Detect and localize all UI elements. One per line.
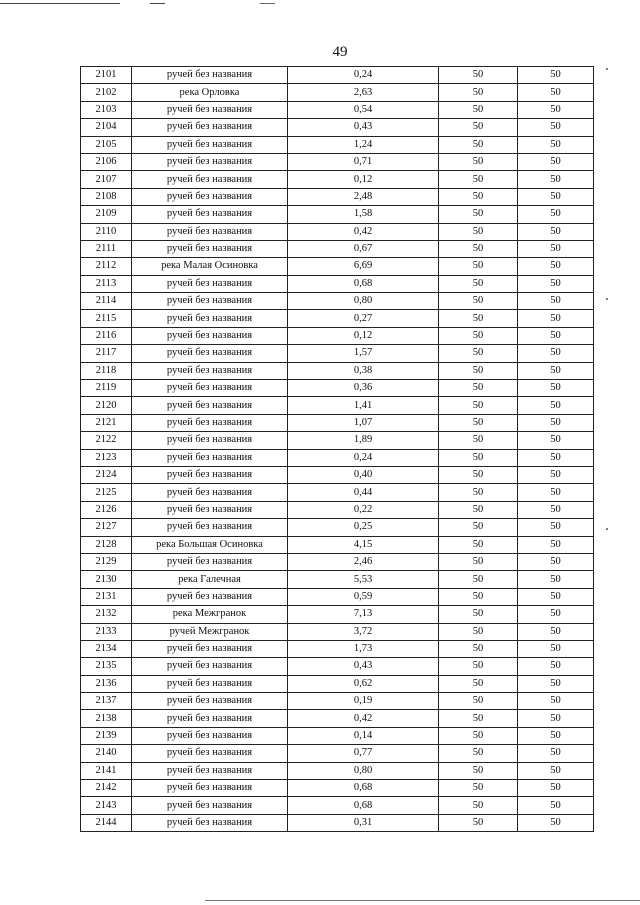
cell-number: 2112	[81, 258, 132, 275]
scan-artifact-dot	[606, 68, 608, 70]
cell-name: ручей без названия	[132, 710, 288, 727]
cell-value-b: 50	[518, 710, 594, 727]
cell-value-a: 50	[439, 553, 518, 570]
cell-number: 2109	[81, 206, 132, 223]
cell-length: 7,13	[288, 606, 439, 623]
cell-name: ручей без названия	[132, 119, 288, 136]
table-row	[81, 727, 594, 744]
cell-name: ручей без названия	[132, 310, 288, 327]
cell-length: 2,48	[288, 188, 439, 205]
scan-artifact-dot	[606, 298, 608, 300]
cell-number: 2117	[81, 345, 132, 362]
cell-number: 2116	[81, 327, 132, 344]
table-row	[81, 780, 594, 797]
cell-number: 2111	[81, 240, 132, 257]
cell-value-b: 50	[518, 345, 594, 362]
cell-number: 2101	[81, 67, 132, 84]
cell-name: ручей без названия	[132, 101, 288, 118]
cell-value-a: 50	[439, 780, 518, 797]
cell-value-b: 50	[518, 84, 594, 101]
table-row	[81, 571, 594, 588]
scan-artifact-bottom-line	[205, 900, 640, 901]
table-row	[81, 484, 594, 501]
cell-number: 2128	[81, 536, 132, 553]
cell-value-a: 50	[439, 571, 518, 588]
cell-value-a: 50	[439, 501, 518, 518]
cell-length: 0,42	[288, 710, 439, 727]
cell-value-a: 50	[439, 693, 518, 710]
cell-number: 2131	[81, 588, 132, 605]
cell-value-b: 50	[518, 275, 594, 292]
table-row	[81, 466, 594, 483]
cell-name: ручей без названия	[132, 345, 288, 362]
cell-number: 2144	[81, 814, 132, 831]
cell-value-b: 50	[518, 380, 594, 397]
cell-value-b: 50	[518, 206, 594, 223]
table-row	[81, 345, 594, 362]
cell-name: ручей без названия	[132, 745, 288, 762]
cell-value-b: 50	[518, 606, 594, 623]
cell-value-b: 50	[518, 293, 594, 310]
cell-value-a: 50	[439, 797, 518, 814]
cell-value-b: 50	[518, 640, 594, 657]
table-row	[81, 101, 594, 118]
cell-value-a: 50	[439, 206, 518, 223]
table-row	[81, 640, 594, 657]
cell-value-b: 50	[518, 136, 594, 153]
cell-length: 0,68	[288, 780, 439, 797]
cell-name: ручей Межгранок	[132, 623, 288, 640]
cell-number: 2143	[81, 797, 132, 814]
cell-value-a: 50	[439, 745, 518, 762]
cell-name: ручей без названия	[132, 519, 288, 536]
table-row	[81, 519, 594, 536]
cell-name: ручей без названия	[132, 780, 288, 797]
cell-name: ручей без названия	[132, 432, 288, 449]
cell-length: 0,59	[288, 588, 439, 605]
cell-value-a: 50	[439, 258, 518, 275]
cell-value-b: 50	[518, 484, 594, 501]
cell-value-b: 50	[518, 101, 594, 118]
cell-value-b: 50	[518, 432, 594, 449]
cell-length: 0,22	[288, 501, 439, 518]
cell-length: 0,36	[288, 380, 439, 397]
cell-length: 1,89	[288, 432, 439, 449]
cell-length: 0,42	[288, 223, 439, 240]
table-row	[81, 710, 594, 727]
cell-name: ручей без названия	[132, 67, 288, 84]
table-row	[81, 136, 594, 153]
table-row	[81, 606, 594, 623]
cell-value-a: 50	[439, 240, 518, 257]
cell-length: 0,67	[288, 240, 439, 257]
cell-value-b: 50	[518, 675, 594, 692]
cell-value-a: 50	[439, 640, 518, 657]
cell-value-a: 50	[439, 519, 518, 536]
cell-value-b: 50	[518, 449, 594, 466]
cell-value-a: 50	[439, 188, 518, 205]
watercourse-table	[80, 66, 594, 832]
table-body	[81, 67, 594, 832]
cell-value-a: 50	[439, 293, 518, 310]
cell-length: 0,43	[288, 119, 439, 136]
cell-number: 2127	[81, 519, 132, 536]
table-row	[81, 658, 594, 675]
cell-number: 2103	[81, 101, 132, 118]
cell-value-a: 50	[439, 449, 518, 466]
cell-value-b: 50	[518, 727, 594, 744]
cell-value-b: 50	[518, 258, 594, 275]
cell-length: 1,41	[288, 397, 439, 414]
cell-name: река Малая Осиновка	[132, 258, 288, 275]
cell-length: 0,31	[288, 814, 439, 831]
cell-number: 2141	[81, 762, 132, 779]
table-row	[81, 553, 594, 570]
table-row	[81, 814, 594, 831]
table-row	[81, 362, 594, 379]
cell-name: ручей без названия	[132, 640, 288, 657]
table-row	[81, 310, 594, 327]
table-row	[81, 293, 594, 310]
cell-name: ручей без названия	[132, 693, 288, 710]
cell-name: ручей без названия	[132, 675, 288, 692]
table-row	[81, 258, 594, 275]
cell-value-b: 50	[518, 658, 594, 675]
cell-length: 0,80	[288, 762, 439, 779]
cell-value-a: 50	[439, 119, 518, 136]
cell-number: 2123	[81, 449, 132, 466]
cell-number: 2124	[81, 466, 132, 483]
cell-length: 1,73	[288, 640, 439, 657]
cell-name: ручей без названия	[132, 484, 288, 501]
cell-number: 2138	[81, 710, 132, 727]
cell-name: ручей без названия	[132, 293, 288, 310]
cell-length: 0,68	[288, 797, 439, 814]
cell-name: ручей без названия	[132, 588, 288, 605]
cell-value-b: 50	[518, 240, 594, 257]
cell-value-a: 50	[439, 84, 518, 101]
cell-length: 1,57	[288, 345, 439, 362]
cell-number: 2142	[81, 780, 132, 797]
cell-value-a: 50	[439, 397, 518, 414]
cell-length: 0,40	[288, 466, 439, 483]
cell-value-b: 50	[518, 553, 594, 570]
table-row	[81, 588, 594, 605]
cell-name: ручей без названия	[132, 449, 288, 466]
cell-value-b: 50	[518, 623, 594, 640]
cell-value-a: 50	[439, 310, 518, 327]
cell-number: 2129	[81, 553, 132, 570]
cell-value-b: 50	[518, 327, 594, 344]
cell-length: 2,46	[288, 553, 439, 570]
cell-number: 2108	[81, 188, 132, 205]
table-row	[81, 188, 594, 205]
cell-number: 2137	[81, 693, 132, 710]
cell-number: 2115	[81, 310, 132, 327]
cell-name: ручей без названия	[132, 658, 288, 675]
cell-name: ручей без названия	[132, 797, 288, 814]
cell-length: 0,54	[288, 101, 439, 118]
cell-length: 0,71	[288, 153, 439, 170]
table-row	[81, 449, 594, 466]
cell-value-b: 50	[518, 693, 594, 710]
cell-value-b: 50	[518, 188, 594, 205]
cell-value-b: 50	[518, 814, 594, 831]
cell-number: 2121	[81, 414, 132, 431]
cell-value-a: 50	[439, 588, 518, 605]
cell-value-a: 50	[439, 675, 518, 692]
cell-number: 2104	[81, 119, 132, 136]
table-row	[81, 536, 594, 553]
cell-value-a: 50	[439, 762, 518, 779]
cell-value-a: 50	[439, 223, 518, 240]
cell-length: 0,80	[288, 293, 439, 310]
cell-name: ручей без названия	[132, 240, 288, 257]
cell-value-a: 50	[439, 345, 518, 362]
cell-name: ручей без названия	[132, 727, 288, 744]
cell-number: 2114	[81, 293, 132, 310]
cell-name: ручей без названия	[132, 153, 288, 170]
cell-value-b: 50	[518, 588, 594, 605]
scan-artifact-top-line	[0, 3, 300, 4]
cell-value-b: 50	[518, 171, 594, 188]
table-row	[81, 762, 594, 779]
cell-length: 0,24	[288, 67, 439, 84]
cell-value-a: 50	[439, 327, 518, 344]
cell-value-b: 50	[518, 223, 594, 240]
cell-number: 2132	[81, 606, 132, 623]
cell-name: ручей без названия	[132, 136, 288, 153]
cell-name: ручей без названия	[132, 223, 288, 240]
cell-name: ручей без названия	[132, 466, 288, 483]
cell-name: ручей без названия	[132, 414, 288, 431]
cell-name: ручей без названия	[132, 397, 288, 414]
table-row	[81, 414, 594, 431]
cell-value-a: 50	[439, 380, 518, 397]
cell-value-a: 50	[439, 710, 518, 727]
cell-value-a: 50	[439, 623, 518, 640]
cell-value-a: 50	[439, 536, 518, 553]
cell-number: 2113	[81, 275, 132, 292]
cell-value-a: 50	[439, 171, 518, 188]
cell-value-a: 50	[439, 101, 518, 118]
cell-value-b: 50	[518, 119, 594, 136]
cell-value-a: 50	[439, 67, 518, 84]
cell-name: река Галечная	[132, 571, 288, 588]
cell-value-b: 50	[518, 536, 594, 553]
cell-name: река Орловка	[132, 84, 288, 101]
cell-length: 0,43	[288, 658, 439, 675]
cell-number: 2110	[81, 223, 132, 240]
cell-value-a: 50	[439, 606, 518, 623]
cell-length: 0,44	[288, 484, 439, 501]
cell-number: 2125	[81, 484, 132, 501]
table-row	[81, 171, 594, 188]
table-row	[81, 397, 594, 414]
cell-value-a: 50	[439, 153, 518, 170]
cell-value-a: 50	[439, 658, 518, 675]
cell-value-b: 50	[518, 67, 594, 84]
cell-name: ручей без названия	[132, 501, 288, 518]
cell-number: 2107	[81, 171, 132, 188]
table-row	[81, 432, 594, 449]
cell-value-a: 50	[439, 136, 518, 153]
table-row	[81, 745, 594, 762]
cell-name: ручей без названия	[132, 814, 288, 831]
table-row	[81, 153, 594, 170]
cell-value-b: 50	[518, 797, 594, 814]
cell-length: 0,19	[288, 693, 439, 710]
cell-name: ручей без названия	[132, 553, 288, 570]
cell-value-a: 50	[439, 484, 518, 501]
cell-length: 0,27	[288, 310, 439, 327]
cell-value-a: 50	[439, 414, 518, 431]
table-row	[81, 84, 594, 101]
cell-number: 2102	[81, 84, 132, 101]
cell-value-b: 50	[518, 466, 594, 483]
cell-number: 2133	[81, 623, 132, 640]
cell-length: 1,58	[288, 206, 439, 223]
table-row	[81, 380, 594, 397]
cell-value-b: 50	[518, 762, 594, 779]
cell-number: 2130	[81, 571, 132, 588]
cell-length: 0,12	[288, 327, 439, 344]
table-row	[81, 206, 594, 223]
table-row	[81, 240, 594, 257]
cell-value-a: 50	[439, 814, 518, 831]
cell-length: 0,25	[288, 519, 439, 536]
cell-name: ручей без названия	[132, 206, 288, 223]
cell-length: 1,07	[288, 414, 439, 431]
cell-value-a: 50	[439, 432, 518, 449]
table-row	[81, 327, 594, 344]
cell-number: 2106	[81, 153, 132, 170]
table-row	[81, 797, 594, 814]
cell-number: 2105	[81, 136, 132, 153]
cell-length: 0,68	[288, 275, 439, 292]
cell-name: ручей без названия	[132, 171, 288, 188]
table-row	[81, 675, 594, 692]
table-row	[81, 693, 594, 710]
cell-name: река Большая Осиновка	[132, 536, 288, 553]
cell-name: река Межгранок	[132, 606, 288, 623]
cell-value-b: 50	[518, 414, 594, 431]
page-number: 49	[332, 44, 348, 60]
cell-length: 0,38	[288, 362, 439, 379]
cell-length: 0,77	[288, 745, 439, 762]
cell-value-b: 50	[518, 310, 594, 327]
cell-length: 2,63	[288, 84, 439, 101]
cell-number: 2136	[81, 675, 132, 692]
table-row	[81, 223, 594, 240]
cell-value-b: 50	[518, 153, 594, 170]
cell-value-b: 50	[518, 397, 594, 414]
cell-name: ручей без названия	[132, 762, 288, 779]
cell-name: ручей без названия	[132, 188, 288, 205]
cell-length: 5,53	[288, 571, 439, 588]
table-row	[81, 119, 594, 136]
cell-value-b: 50	[518, 362, 594, 379]
cell-length: 4,15	[288, 536, 439, 553]
cell-length: 0,62	[288, 675, 439, 692]
scan-artifact-dot	[606, 528, 608, 530]
cell-number: 2139	[81, 727, 132, 744]
cell-length: 0,12	[288, 171, 439, 188]
cell-value-b: 50	[518, 780, 594, 797]
table-row	[81, 501, 594, 518]
cell-value-a: 50	[439, 362, 518, 379]
table-row	[81, 623, 594, 640]
cell-number: 2118	[81, 362, 132, 379]
cell-value-a: 50	[439, 466, 518, 483]
table-row	[81, 67, 594, 84]
cell-number: 2126	[81, 501, 132, 518]
cell-name: ручей без названия	[132, 275, 288, 292]
cell-number: 2122	[81, 432, 132, 449]
cell-length: 6,69	[288, 258, 439, 275]
cell-value-a: 50	[439, 275, 518, 292]
cell-number: 2120	[81, 397, 132, 414]
cell-name: ручей без названия	[132, 362, 288, 379]
cell-value-b: 50	[518, 501, 594, 518]
cell-number: 2119	[81, 380, 132, 397]
cell-length: 3,72	[288, 623, 439, 640]
cell-value-b: 50	[518, 745, 594, 762]
cell-length: 0,14	[288, 727, 439, 744]
cell-number: 2135	[81, 658, 132, 675]
cell-value-a: 50	[439, 727, 518, 744]
cell-value-b: 50	[518, 571, 594, 588]
cell-number: 2140	[81, 745, 132, 762]
cell-number: 2134	[81, 640, 132, 657]
cell-name: ручей без названия	[132, 380, 288, 397]
cell-value-b: 50	[518, 519, 594, 536]
cell-length: 0,24	[288, 449, 439, 466]
cell-name: ручей без названия	[132, 327, 288, 344]
table-row	[81, 275, 594, 292]
cell-length: 1,24	[288, 136, 439, 153]
